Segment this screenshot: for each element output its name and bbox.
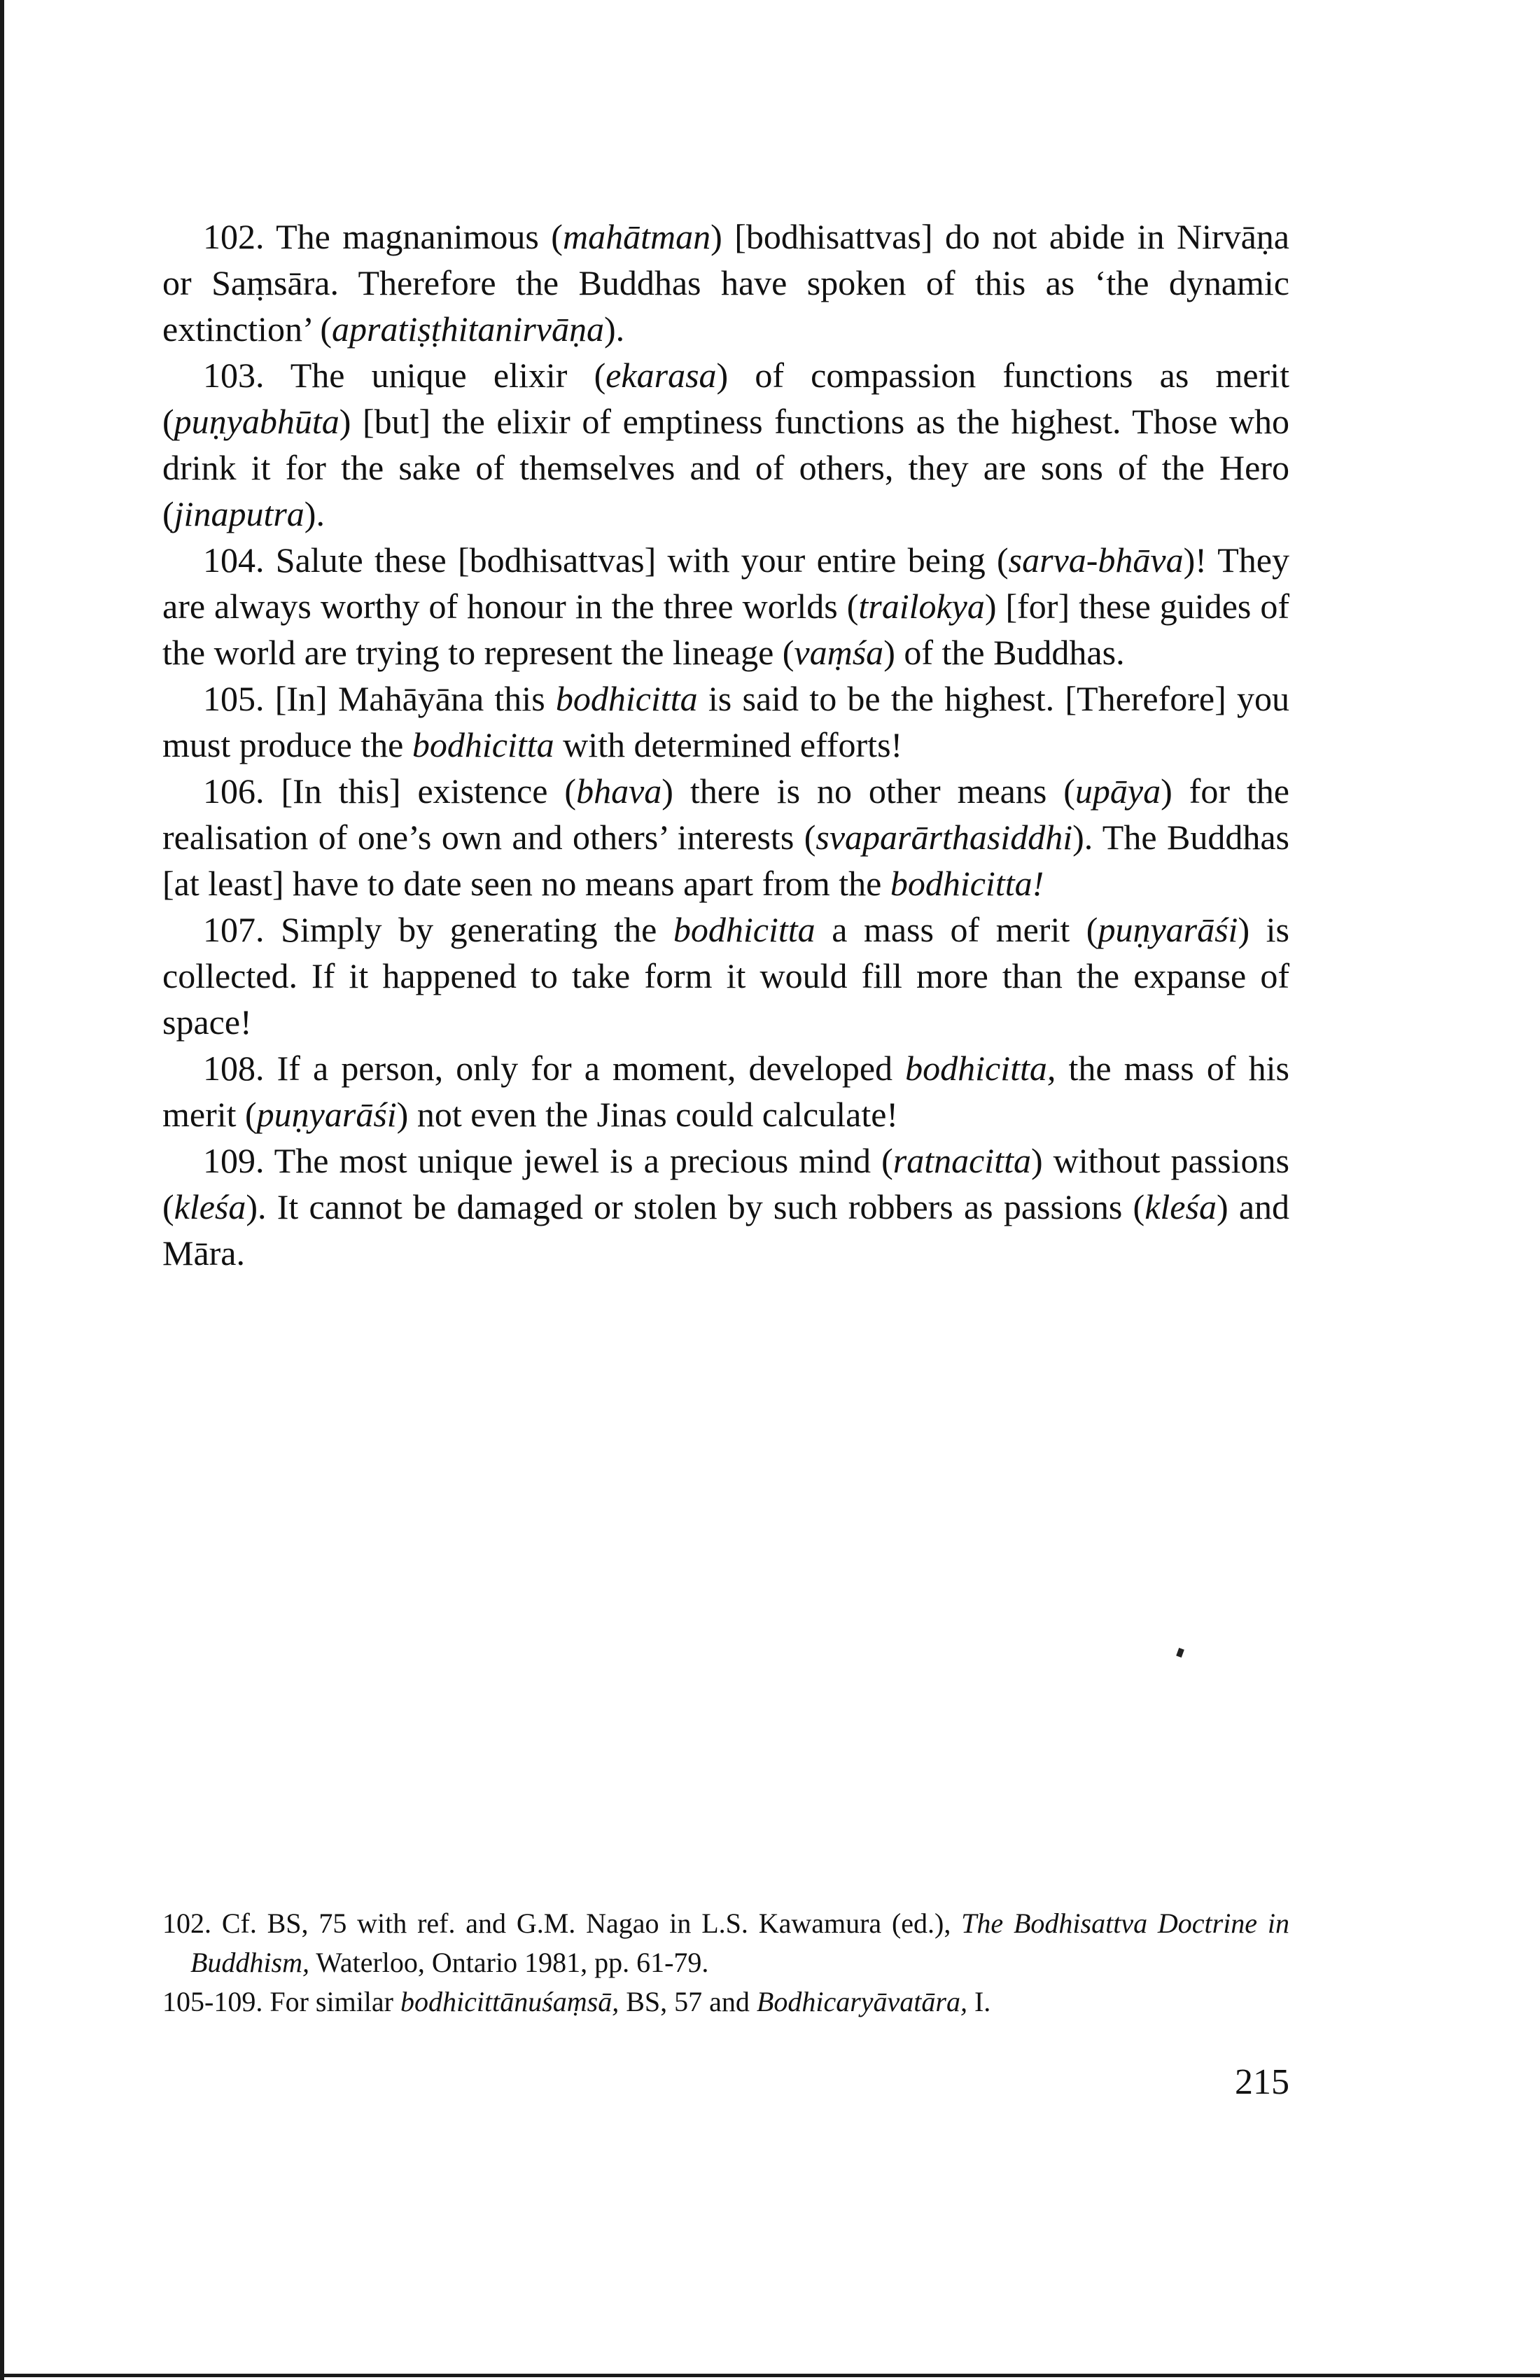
footnote-text: I. xyxy=(967,1986,991,2017)
verse-italic-term: bhava xyxy=(576,771,662,811)
verse-text: ) is collected. If it happened to take form it would fill more than the expanse of space! xyxy=(162,910,1290,1042)
footnote-text: Waterloo, Ontario 1981, pp. 61-79. xyxy=(309,1947,709,1978)
verse-text: [In this] existence ( xyxy=(281,771,577,811)
verse-text: ) of compassion functions as merit ( xyxy=(162,356,1289,441)
verse-text: ). xyxy=(603,309,625,349)
verse-text: ) [but] the elixir of emptiness functions as the highest. Those who drink it for the sake of themselves and of others, they are sons of the Hero ( xyxy=(162,402,1289,533)
verse-text: ). xyxy=(304,494,325,533)
scan-border-bottom xyxy=(0,2374,1540,2377)
verse-text: The unique elixir ( xyxy=(290,356,606,395)
footnote xyxy=(162,1982,1289,2022)
footnote xyxy=(162,1904,1289,1982)
verse-italic-term: svaparārthasiddhi xyxy=(816,818,1073,857)
verse-italic-term: mahātman xyxy=(562,217,711,256)
verse-number: 104. xyxy=(203,540,265,580)
verse-text: [In] Mahāyāna this xyxy=(274,679,556,718)
verse xyxy=(162,768,1289,906)
page-number: 215 xyxy=(1235,2062,1289,2102)
verse-text: ). The Buddhas [at least] have to date seen no means apart from the xyxy=(162,818,1289,903)
verse-italic-term: kleśa xyxy=(174,1187,246,1226)
footnote-text: For similar xyxy=(270,1986,400,2017)
verse-list xyxy=(162,214,1289,1276)
verse-text: the mass of his merit ( xyxy=(162,1049,1289,1134)
verse-number: 105. xyxy=(203,679,265,718)
verse-text: with determined efforts! xyxy=(554,725,903,764)
verse-text: ) for the realisation of one’s own and others’ interests ( xyxy=(162,771,1290,857)
footnote-italic-term: The Bodhisattva Doctrine in Buddhism, xyxy=(190,1907,1289,1978)
verse-italic-term: bodhicitta xyxy=(555,679,698,718)
verse-number: 103. xyxy=(203,356,265,395)
footnote-number: 105-109. xyxy=(162,1986,263,2017)
verse-italic-term: jinaputra xyxy=(174,494,304,533)
verse-text: ) without passions ( xyxy=(162,1141,1289,1226)
verse-text: If a person, only for a moment, developed xyxy=(276,1049,906,1088)
verse-text: ) not even the Jinas could calculate! xyxy=(396,1095,899,1134)
footnote-text: Cf. BS, 75 with ref. and G.M. Nagao in L.S. Kawamura (ed.), xyxy=(221,1907,962,1939)
verse-text: )! They are always worthy of honour in the three worlds ( xyxy=(162,540,1289,626)
footnote-number: 102. xyxy=(162,1907,211,1939)
verse-text: ) there is no other means ( xyxy=(662,771,1075,811)
verse-number: 106. xyxy=(203,771,265,811)
verse-italic-term: ekarasa xyxy=(606,356,717,395)
verse-italic-term: kleśa xyxy=(1144,1187,1217,1226)
verse-italic-term: ratnacitta xyxy=(892,1141,1031,1180)
verse-number: 108. xyxy=(203,1049,265,1088)
footnote-text: BS, 57 and xyxy=(619,1986,757,2017)
verse xyxy=(162,214,1289,352)
verse-text: Simply by generating the xyxy=(281,910,673,949)
verse-italic-term: bodhicitta, xyxy=(905,1049,1056,1088)
verse-text: is said to be the highest. [Therefore] you must produce the xyxy=(162,679,1289,764)
scan-border-left xyxy=(0,0,4,2380)
footnote-list xyxy=(162,1904,1289,2022)
verse-italic-term: bodhicitta xyxy=(412,725,554,764)
verse-text: ) and Māra. xyxy=(162,1187,1290,1273)
verse-italic-term: puṇyarāśi xyxy=(1098,910,1238,949)
verse-italic-term: apratiṣṭhitanirvāṇa xyxy=(332,309,604,349)
verse-italic-term: bodhicitta xyxy=(673,910,816,949)
footnote-italic-term: bodhicittānuśaṃsā, xyxy=(400,1986,620,2017)
verse xyxy=(162,1138,1289,1276)
page-body xyxy=(162,214,1289,1276)
verse xyxy=(162,676,1289,768)
verse-italic-term: upāya xyxy=(1074,771,1161,811)
verse-text: Salute these [bodhisattvas] with your entire being ( xyxy=(275,540,1009,580)
verse-text: a mass of merit ( xyxy=(815,910,1098,949)
verse-text: The magnanimous ( xyxy=(276,217,563,256)
verse-italic-term: sarva-bhāva xyxy=(1008,540,1184,580)
verse xyxy=(162,537,1289,676)
verse xyxy=(162,1045,1289,1138)
verse-number: 107. xyxy=(203,910,265,949)
verse xyxy=(162,906,1289,1045)
verse-text: ). It cannot be damaged or stolen by such robbers as passions ( xyxy=(246,1187,1145,1226)
verse-italic-term: vaṃśa xyxy=(794,633,884,672)
verse-text: ) [bodhisattvas] do not abide in Nirvāṇa or Saṃsāra. Therefore the Buddhas have spoken of this as ‘the dynamic extinction’ ( xyxy=(162,217,1289,349)
stray-ink-mark xyxy=(1176,1648,1184,1658)
verse-italic-term: puṇyarāśi xyxy=(256,1095,397,1134)
verse-text: The most unique jewel is a precious mind ( xyxy=(274,1141,893,1180)
verse-number: 102. xyxy=(203,217,265,256)
verse-italic-term: trailokya xyxy=(858,587,985,626)
verse-text: ) of the Buddhas. xyxy=(883,633,1125,672)
verse-number: 109. xyxy=(203,1141,265,1180)
verse xyxy=(162,352,1289,537)
verse-text: ) [for] these guides of the world are trying to represent the lineage ( xyxy=(162,587,1289,672)
footnote-italic-term: Bodhicaryāvatāra, xyxy=(756,1986,967,2017)
verse-italic-term: puṇyabhūta xyxy=(174,402,340,441)
verse-italic-term: bodhicitta! xyxy=(890,864,1044,903)
